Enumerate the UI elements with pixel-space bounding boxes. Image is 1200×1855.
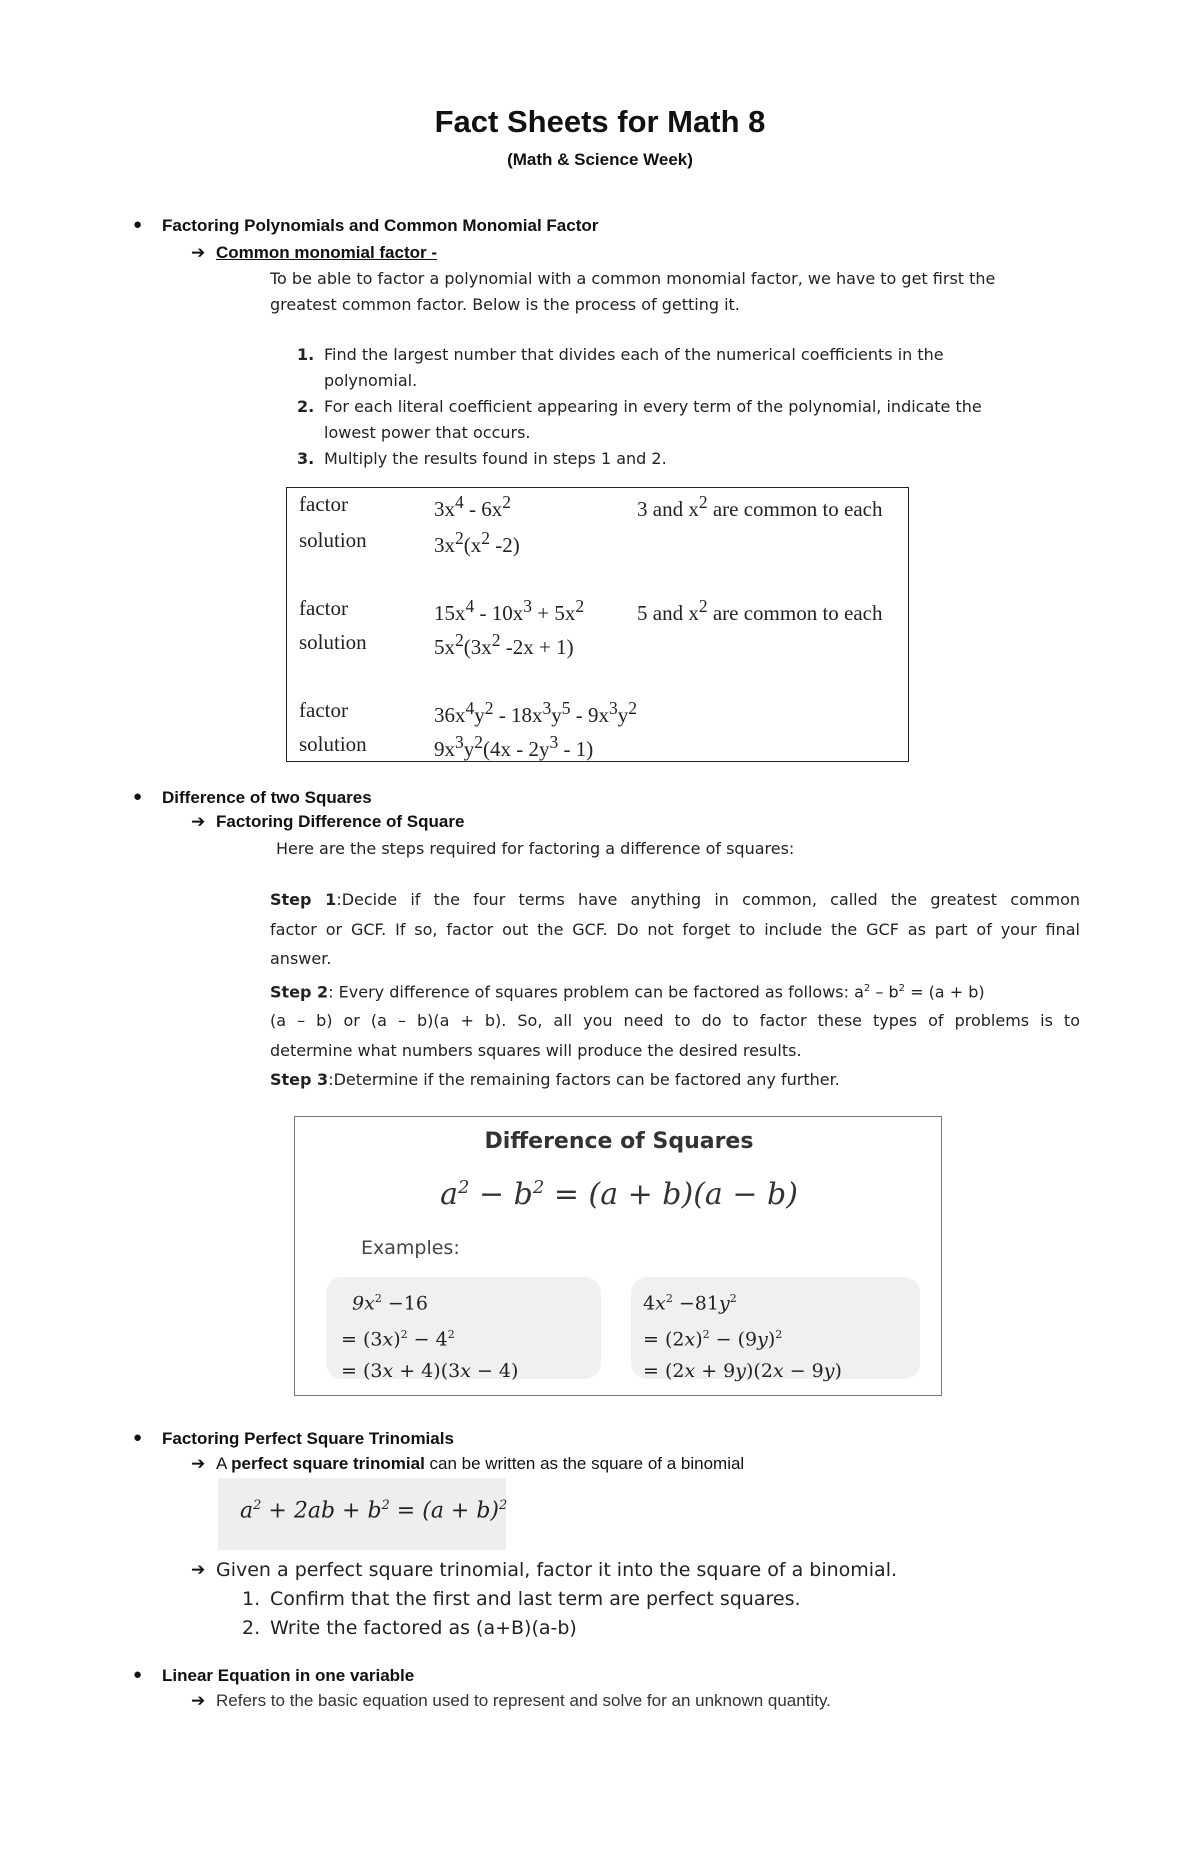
expression: $9x^3y^2(4x - 2y^3 - 1)$ bbox=[434, 732, 594, 761]
factor-examples-table bbox=[286, 487, 909, 762]
step-text: For each literal coefficient appearing in every term of the polynomial, indicate the bbox=[324, 397, 982, 416]
perfect-square-formula: $a^2 + 2ab + b^2 = (a + b)^2$ bbox=[240, 1498, 508, 1524]
difference-of-squares-figure bbox=[294, 1116, 942, 1396]
step-text: lowest power that occurs. bbox=[324, 423, 531, 442]
difference-steps: Step 1:Decide if the four terms have anything in common, called the greatest common factor or GCF. If so, factor out the GCF. Do not forget to include the GCF as part of your final answer. Step 2: Every difference of squares problem can be factored as follows: $a^2 - b^2 = (a + b)$ (a – b) or (a – b)(a + b). So, all you need to do to factor these types of problems is to determine what numbers squares will produce the desired results. Step 3:Determine if the remaining factors can be factored any further. bbox=[270, 890, 1080, 1090]
section4-text: Refers to the basic equation used to represent and solve for an unknown quantity. bbox=[216, 1691, 831, 1710]
example-1: $9x^2 -16$ = $(3x)^2 - 4^2$ = (3x + 4)(3x − 4) bbox=[341, 1292, 519, 1382]
expression: $36x^4y^2 - 18x^3y^5 - 9x^3y^2$ bbox=[434, 698, 637, 727]
solution-label: solution bbox=[299, 732, 367, 756]
example-card bbox=[631, 1277, 920, 1382]
page-subtitle: (Math & Science Week) bbox=[507, 150, 693, 169]
note: 5 and $x^2$ are common to each bbox=[637, 596, 883, 625]
arrow-icon: ➔ bbox=[191, 1691, 206, 1710]
list-item: Confirm that the first and last term are perfect squares. bbox=[270, 1588, 801, 1610]
section2-heading: Difference of two Squares bbox=[162, 788, 372, 807]
step-text: polynomial. bbox=[324, 371, 418, 390]
perfect-square-formula-box bbox=[218, 1478, 506, 1550]
factor-label: factor bbox=[299, 698, 348, 722]
factor-label: factor bbox=[299, 492, 348, 516]
section2-subheading: Factoring Difference of Square bbox=[216, 812, 465, 831]
step-number: 1. bbox=[297, 345, 315, 364]
arrow-icon: ➔ bbox=[191, 1560, 206, 1579]
note: 3 and $x^2$ are common to each bbox=[637, 492, 883, 521]
list-number: 1. bbox=[242, 1588, 261, 1610]
step-number: 3. bbox=[297, 449, 315, 468]
solution-label: solution bbox=[299, 528, 367, 552]
bullet-icon: ● bbox=[133, 216, 143, 233]
example-card bbox=[326, 1277, 601, 1382]
section2-intro: Here are the steps required for factoring a difference of squares: bbox=[276, 839, 795, 858]
example-2: $4x^2 -81y^2$ = $(2x)^2 - (9y)^2$ = (2x + 9y)(2x − 9y) bbox=[643, 1292, 842, 1382]
step-text: Multiply the results found in steps 1 and 2. bbox=[324, 449, 667, 468]
list-item: Write the factored as (a+B)(a-b) bbox=[270, 1617, 577, 1639]
step-text: Find the largest number that divides each of the numerical coefficients in the bbox=[324, 345, 944, 364]
expression: $15x^4 - 10x^3 + 5x^2$ bbox=[434, 596, 585, 625]
factor-label: factor bbox=[299, 596, 348, 620]
section4-heading: Linear Equation in one variable bbox=[162, 1666, 415, 1685]
arrow-icon: ➔ bbox=[191, 1454, 206, 1473]
bullet-icon: ● bbox=[133, 1666, 143, 1683]
section3-heading: Factoring Perfect Square Trinomials bbox=[162, 1429, 454, 1448]
section1-intro-2: greatest common factor. Below is the process of getting it. bbox=[270, 295, 740, 314]
arrow-icon: ➔ bbox=[191, 243, 206, 262]
section1-subheading: Common monomial factor - bbox=[216, 243, 438, 262]
expression: $3x^2(x^2$ -2) bbox=[434, 528, 520, 557]
list-number: 2. bbox=[242, 1617, 261, 1639]
page-title: Fact Sheets for Math 8 bbox=[434, 104, 766, 139]
step-number: 2. bbox=[297, 397, 315, 416]
figure-title: Difference of Squares bbox=[484, 1129, 754, 1154]
section3-line: A perfect square trinomial can be written as the square of a binomial bbox=[216, 1454, 745, 1473]
section1-heading: Factoring Polynomials and Common Monomial Factor bbox=[162, 216, 599, 235]
figure-formula: $a^2 - b^2 = (a + b)(a - b)$ bbox=[440, 1177, 798, 1212]
section1-intro-1: To be able to factor a polynomial with a common monomial factor, we have to get first the bbox=[270, 269, 996, 288]
section3-given: Given a perfect square trinomial, factor it into the square of a binomial. bbox=[216, 1559, 898, 1581]
bullet-icon: ● bbox=[133, 788, 143, 805]
expression: $3x^4 - 6x^2$ bbox=[434, 492, 511, 521]
examples-label: Examples: bbox=[361, 1237, 460, 1259]
arrow-icon: ➔ bbox=[191, 812, 206, 831]
expression: $5x^2(3x^2$ -2x + 1) bbox=[434, 630, 574, 659]
solution-label: solution bbox=[299, 630, 367, 654]
bullet-icon: ● bbox=[133, 1429, 143, 1446]
